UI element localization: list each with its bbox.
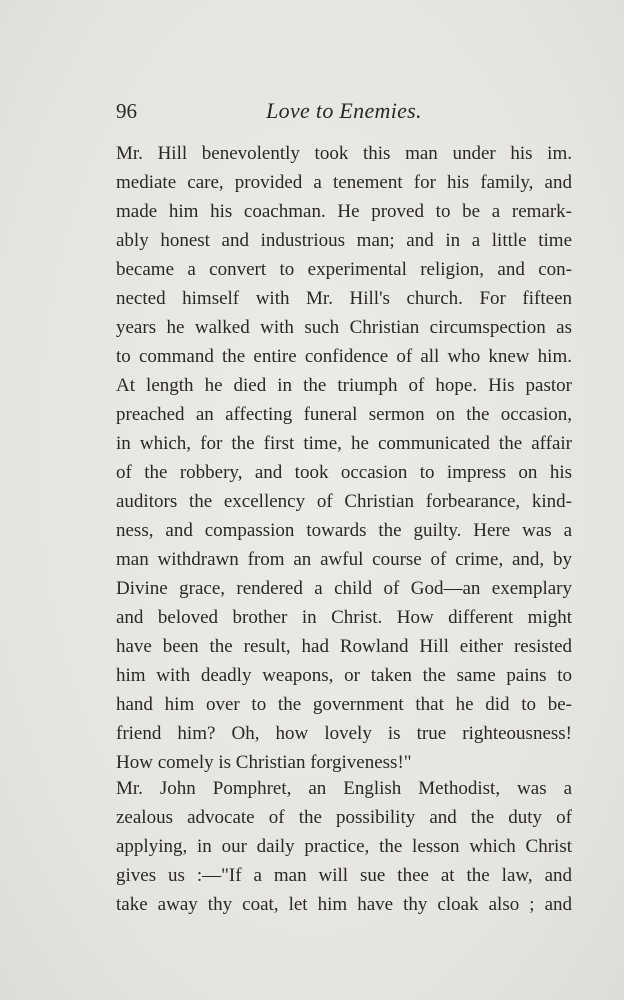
page-number: 96 bbox=[116, 99, 137, 123]
text-line: in which, for the first time, he communicated the affair bbox=[116, 433, 572, 454]
text-line: applying, in our daily practice, the lesson which Christ bbox=[116, 836, 572, 857]
paragraph-john-pomphret bbox=[116, 774, 572, 919]
text-line: nected himself with Mr. Hill's church. For fifteen bbox=[116, 288, 572, 309]
text-line: preached an affecting funeral sermon on the occasion, bbox=[116, 404, 572, 425]
text-line: became a convert to experimental religion, and con- bbox=[116, 259, 572, 280]
text-line: him with deadly weapons, or taken the same pains to bbox=[116, 665, 572, 686]
text-line: Mr. John Pomphret, an English Methodist, was a bbox=[116, 778, 572, 799]
text-line: gives us :—"If a man will sue thee at the law, and bbox=[116, 865, 572, 886]
running-head bbox=[116, 96, 572, 126]
text-line: Mr. Hill benevolently took this man under his im. bbox=[116, 143, 572, 164]
text-line: auditors the excellency of Christian forbearance, kind- bbox=[116, 491, 572, 512]
text-line: At length he died in the triumph of hope. His pastor bbox=[116, 375, 572, 396]
text-line: ness, and compassion towards the guilty. Here was a bbox=[116, 520, 572, 541]
text-line: years he walked with such Christian circumspection as bbox=[116, 317, 572, 338]
text-line: hand him over to the government that he did to be- bbox=[116, 694, 572, 715]
text-line: take away thy coat, let him have thy cloak also ; and bbox=[116, 894, 572, 915]
text-line: zealous advocate of the possibility and the duty of bbox=[116, 807, 572, 828]
running-title: Love to Enemies. bbox=[266, 98, 422, 123]
text-line: to command the entire confidence of all who knew him. bbox=[116, 346, 572, 367]
text-line: man withdrawn from an awful course of crime, and, by bbox=[116, 549, 572, 570]
text-line: of the robbery, and took occasion to impress on his bbox=[116, 462, 572, 483]
text-line: mediate care, provided a tenement for his family, and bbox=[116, 172, 572, 193]
text-line: friend him? Oh, how lovely is true righteousness! bbox=[116, 723, 572, 744]
text-line: have been the result, had Rowland Hill either resisted bbox=[116, 636, 572, 657]
text-line: Divine grace, rendered a child of God—an exemplary bbox=[116, 578, 572, 599]
text-line: and beloved brother in Christ. How different might bbox=[116, 607, 572, 628]
text-line: How comely is Christian forgiveness!" bbox=[116, 752, 412, 773]
text-line: ably honest and industrious man; and in a little time bbox=[116, 230, 572, 251]
paragraph-rowland-hill bbox=[116, 139, 572, 777]
text-line: made him his coachman. He proved to be a remark- bbox=[116, 201, 572, 222]
